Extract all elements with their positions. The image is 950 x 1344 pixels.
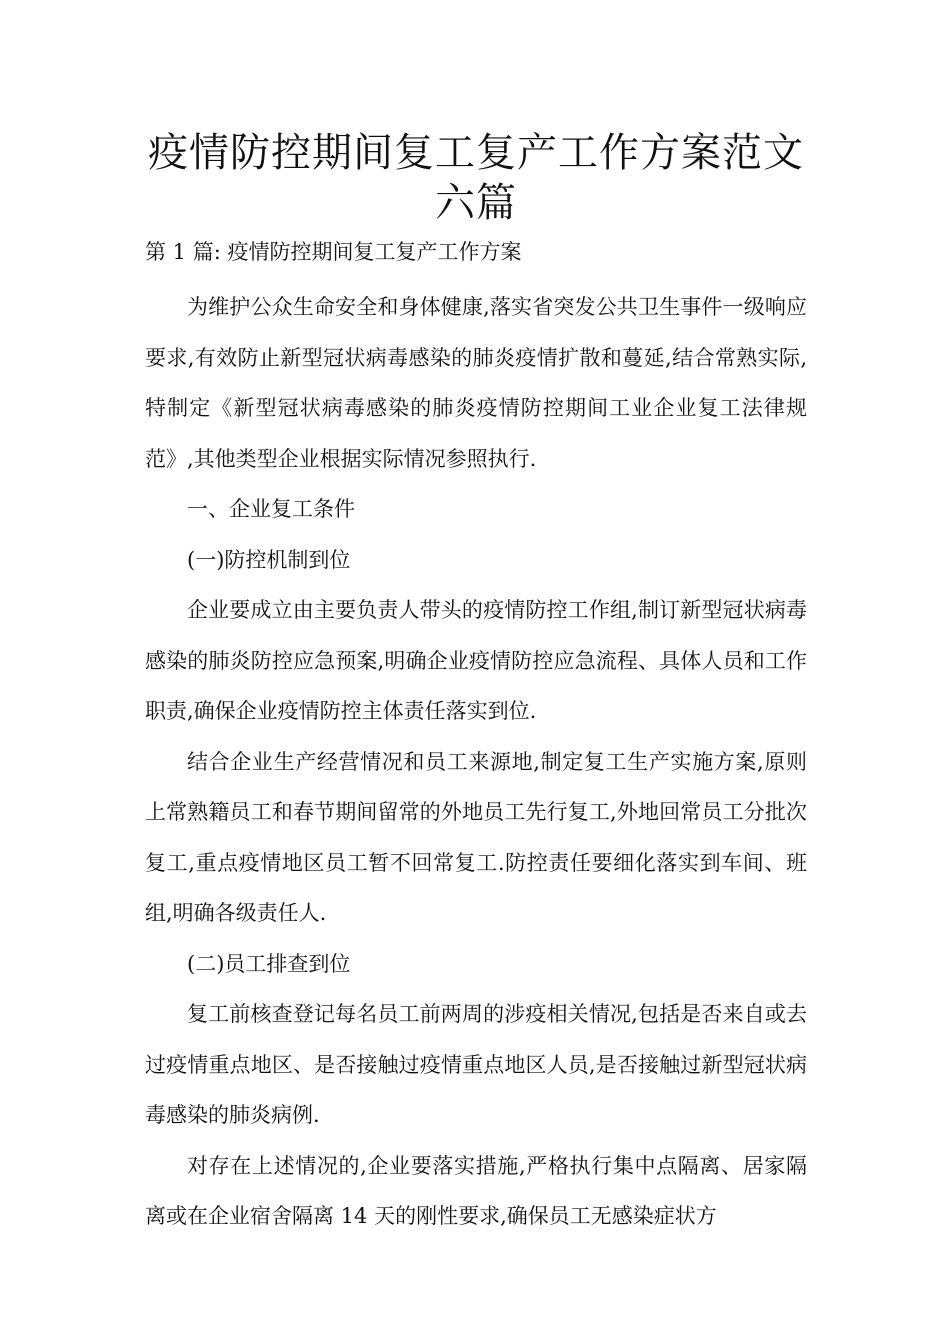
section-heading: 第 1 篇: 疫情防控期间复工复产工作方案 <box>145 240 522 264</box>
paragraph-screening-check: 复工前核查登记每名员工前两周的涉疫相关情况,包括是否来自或去过疫情重点地区、是否接触过疫情重点地区人员,是否接触过新型冠状病毒感染的肺炎病例. <box>145 1002 807 1127</box>
subheading-staff-screening: (二)员工排查到位 <box>187 951 351 976</box>
paragraph-intro: 为维护公众生命安全和身体健康,落实省突发公共卫生事件一级响应要求,有效防止新型冠状病毒感染的肺炎疫情扩散和蔓延,结合常熟实际,特制定《新型冠状病毒感染的肺炎疫情防控期间工业企业复工法律规范》,其他类型企业根据实际情况参照执行. <box>145 295 807 471</box>
paragraph-isolation: 对存在上述情况的,企业要落实措施,严格执行集中点隔离、居家隔离或在企业宿舍隔离 14 天的刚性要求,确保员工无感染症状方 <box>145 1153 807 1228</box>
document-title: 疫情防控期间复工复产工作方案范文六篇 <box>148 130 804 226</box>
subheading-prevention-mechanism: (一)防控机制到位 <box>187 547 351 572</box>
heading-resume-conditions: 一、企业复工条件 <box>187 497 355 521</box>
paragraph-resumption-plan: 结合企业生产经营情况和员工来源地,制定复工生产实施方案,原则上常熟籍员工和春节期间留常的外地员工先行复工,外地回常员工分批次复工,重点疫情地区员工暂不回常复工.防控责任要细化落实到车间、班组,明确各级责任人. <box>145 749 807 925</box>
paragraph-working-group: 企业要成立由主要负责人带头的疫情防控工作组,制订新型冠状病毒感染的肺炎防控应急预案,明确企业疫情防控应急流程、具体人员和工作职责,确保企业疫情防控主体责任落实到位. <box>145 598 807 723</box>
document-page <box>145 128 807 1242</box>
